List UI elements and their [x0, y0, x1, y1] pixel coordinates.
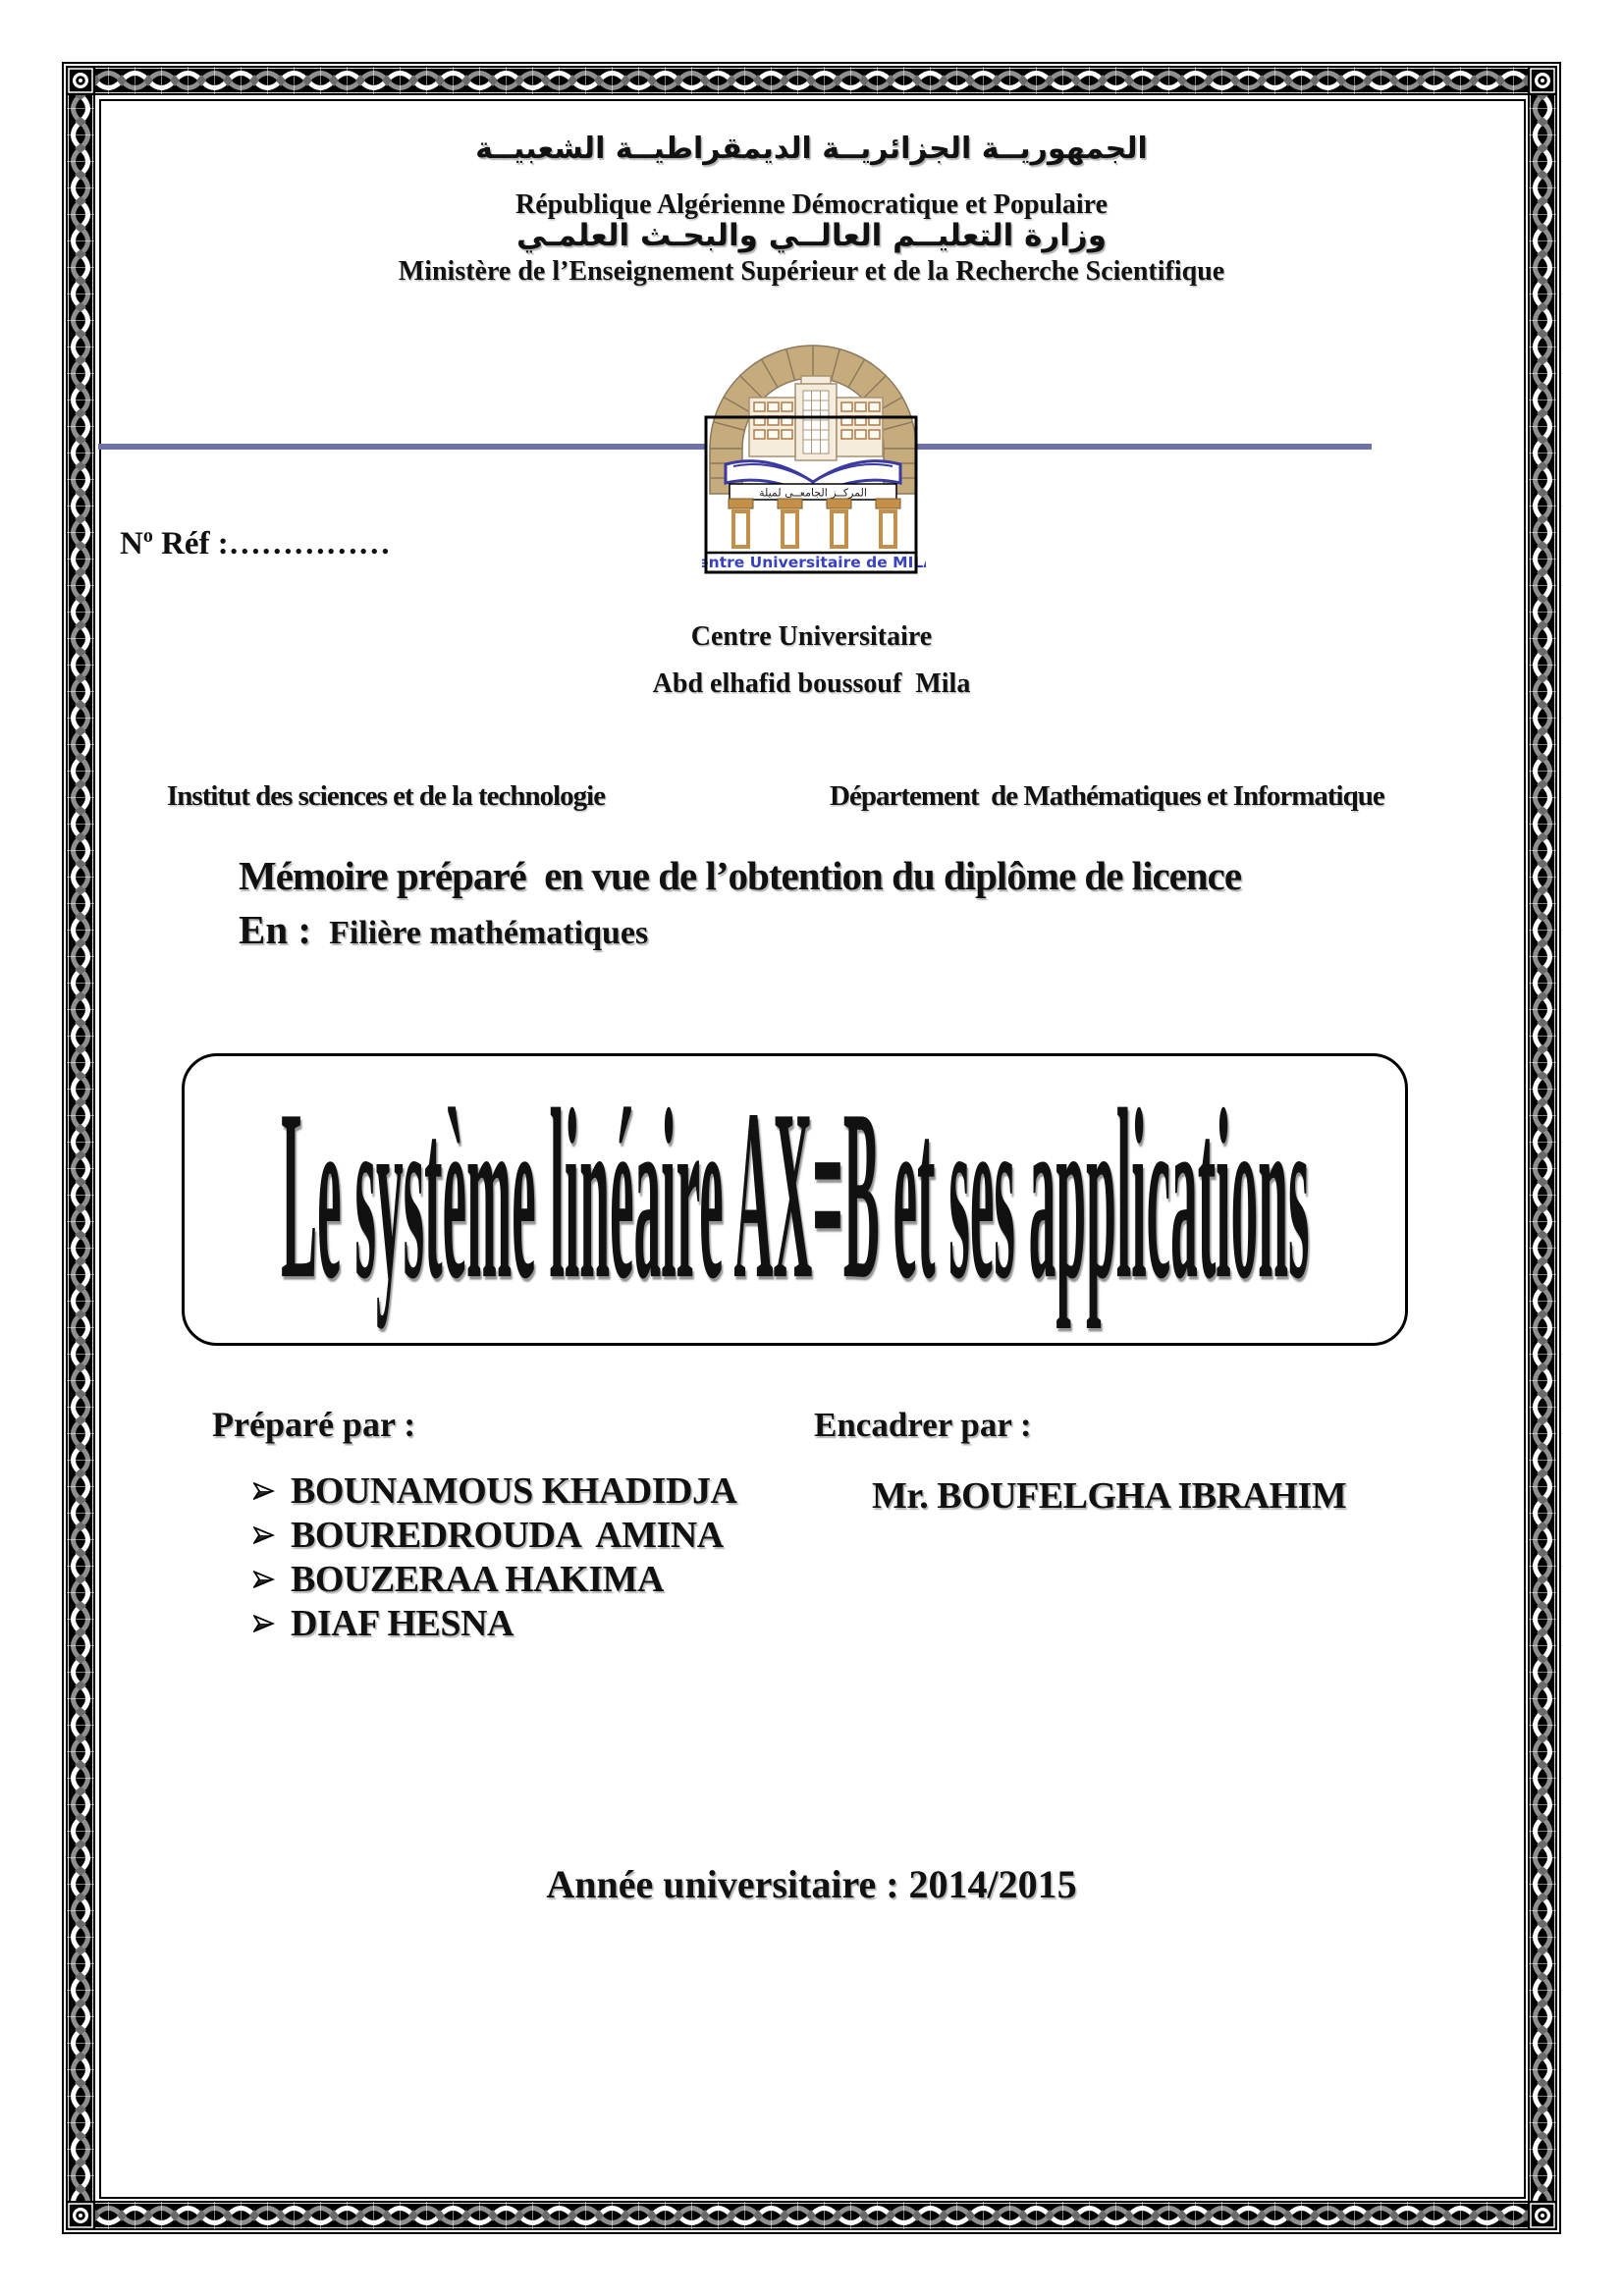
- supervisor-name: Mr. BOUFELGHA IBRAHIM: [872, 1475, 1347, 1517]
- logo-caption-text: Centre Universitaire de MILA: [702, 554, 926, 571]
- author-name: BOUNAMOUS KHADIDJA: [291, 1469, 737, 1512]
- arrowhead-right-icon: [253, 1571, 275, 1588]
- filiere-value: Filière mathématiques: [329, 915, 649, 951]
- arrowhead-right-icon: [253, 1482, 275, 1500]
- arrowhead-right-icon: [253, 1526, 275, 1544]
- frame-border-right: [1528, 95, 1557, 2201]
- memoire-line: Mémoire préparé en vue de l’obtention du diplôme de licence: [239, 853, 1242, 898]
- bullseye-ring-icon: [1528, 2201, 1557, 2230]
- thesis-title-box: [182, 1053, 1408, 1346]
- academic-year-line: Année universitaire : 2014/2015: [546, 1862, 1077, 1906]
- author-name: BOUREDROUDA AMINA: [291, 1514, 724, 1556]
- thesis-title: Le système linéaire AX=B et ses applications: [280, 1063, 1310, 1332]
- list-item: [253, 1468, 736, 1513]
- reference-superscript: o: [142, 525, 153, 547]
- french-ministry-line: Ministère de l’Enseignement Supérieur et de la Recherche Scientifique: [398, 256, 1225, 287]
- university-name-line2: Abd elhafid boussouf Mila: [652, 668, 971, 699]
- frame-border-top: [95, 66, 1528, 95]
- frame-border-bottom: [95, 2201, 1528, 2230]
- supervised-by-label: Encadrer par :: [814, 1406, 1032, 1444]
- arabic-ministry-line: وزارة التعليــم العالــي والبحـث العلمـي: [516, 218, 1107, 253]
- french-republic-line: République Algérienne Démocratique et Populaire: [515, 189, 1108, 220]
- author-name: BOUZERAA HAKIMA: [291, 1558, 664, 1600]
- bullseye-ring-icon: [1528, 66, 1557, 95]
- university-logo: [702, 339, 926, 579]
- reference-number: [120, 525, 391, 562]
- list-item: [253, 1601, 736, 1645]
- bullseye-ring-icon: [66, 66, 95, 95]
- arrowhead-right-icon: [253, 1615, 275, 1632]
- reference-dots: Réf :……………: [152, 526, 391, 561]
- field-line: [239, 906, 648, 953]
- department-name: Département de Mathématiques et Informatique: [830, 780, 1384, 812]
- en-label: En :: [239, 907, 312, 952]
- arabic-republic-line: الجمهوريــة الجزائريــة الديمقراطيــة الشعبيــة: [475, 132, 1148, 166]
- list-item: [253, 1557, 736, 1601]
- frame-border-left: [66, 95, 95, 2201]
- author-name: DIAF HESNA: [291, 1602, 514, 1644]
- authors-list: [253, 1468, 736, 1645]
- institute-name: Institut des sciences et de la technologie: [167, 780, 606, 812]
- university-name-line1: Centre Universitaire: [690, 621, 933, 652]
- bullseye-ring-icon: [66, 2201, 95, 2230]
- reference-prefix: N: [120, 526, 143, 561]
- list-item: [253, 1513, 736, 1557]
- prepared-by-label: Préparé par :: [212, 1405, 416, 1444]
- logo-band-arabic-text: المركــز الجامعــي لميلة: [759, 486, 867, 500]
